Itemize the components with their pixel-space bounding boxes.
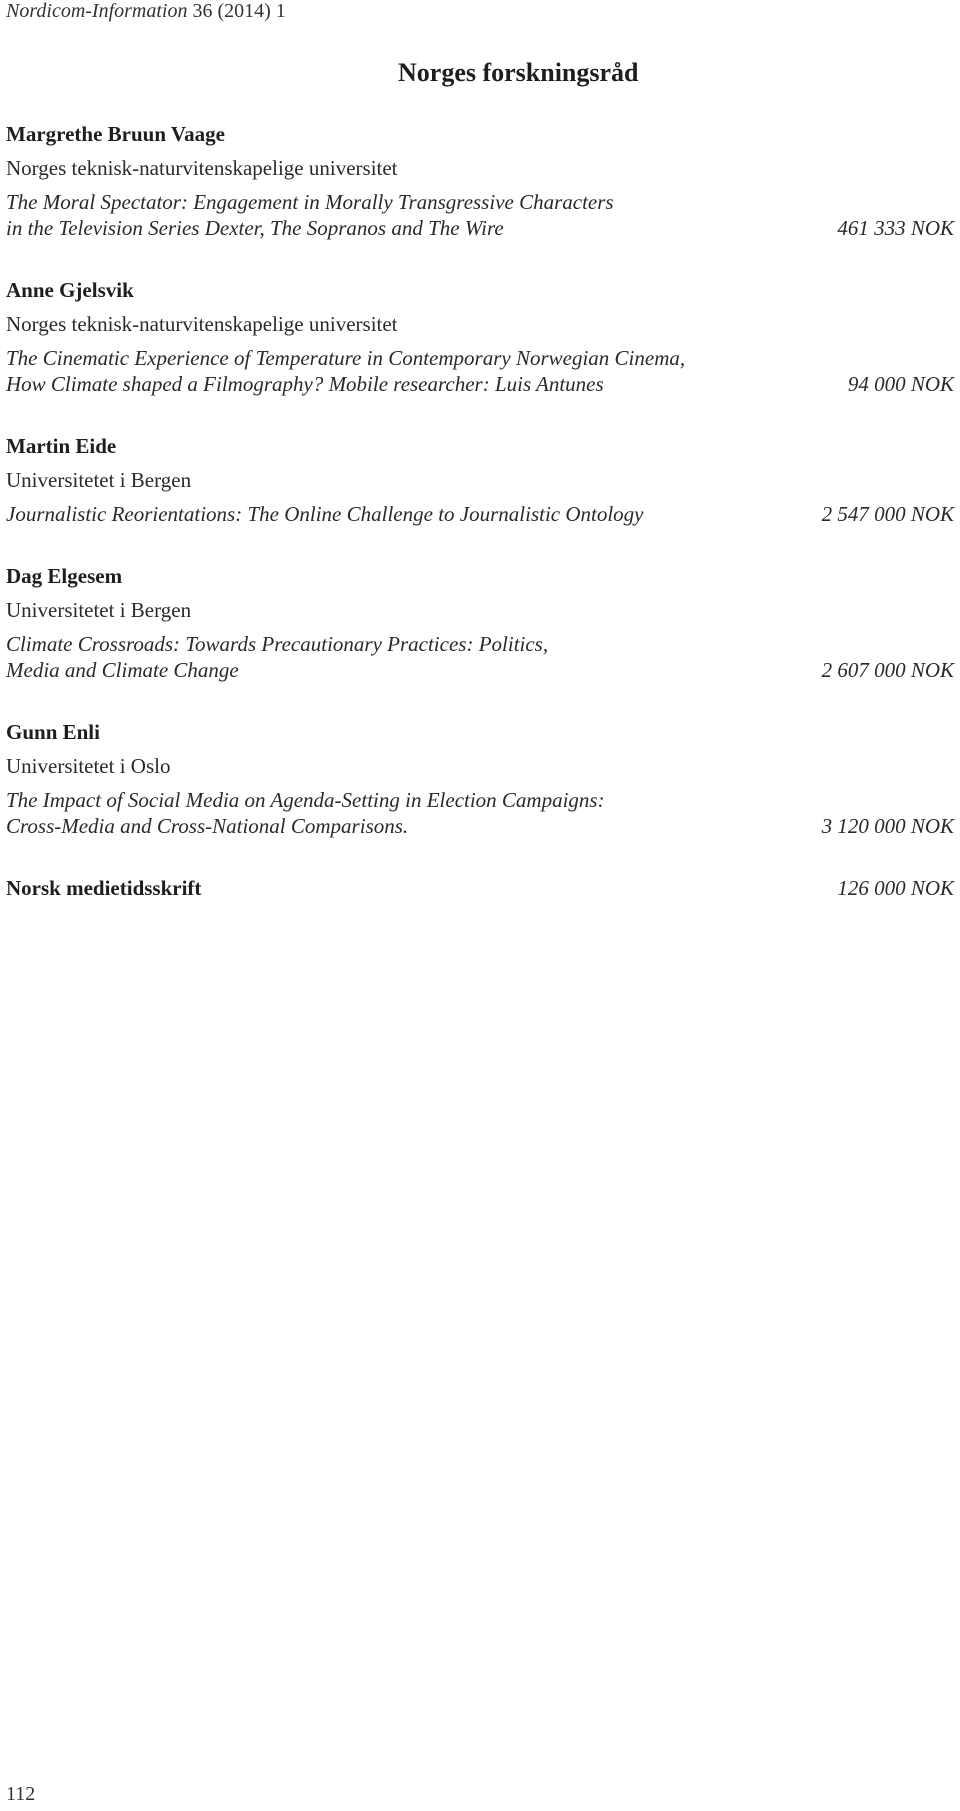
grant-entry <box>6 563 954 683</box>
project-title-line: Cross-Media and Cross-National Comparisons. <box>6 814 409 838</box>
grant-entry <box>6 719 954 839</box>
researcher-name: Dag Elgesem <box>6 564 123 588</box>
grant-amount: 94 000 NOK <box>847 372 954 396</box>
grant-entry <box>6 433 954 527</box>
project-title-line: in the Television Series Dexter, The Sopranos and The Wire <box>6 216 504 240</box>
institution: Universitetet i Bergen <box>6 468 192 492</box>
project-title-line: How Climate shaped a Filmography? Mobile researcher: Luis Antunes <box>6 372 604 396</box>
running-header <box>6 0 286 23</box>
institution: Norges teknisk-naturvitenskapelige universitet <box>6 156 398 180</box>
project-title-line: Media and Climate Change <box>6 658 239 682</box>
project-title <box>6 189 786 241</box>
page-number: 112 <box>6 1783 36 1805</box>
researcher-name: Gunn Enli <box>6 720 100 744</box>
project-title-line: Climate Crossroads: Towards Precautionary Practices: Politics, <box>6 632 549 656</box>
project-title-line: The Moral Spectator: Engagement in Morally Transgressive Characters <box>6 190 614 214</box>
journal-entry-name: Norsk medietidsskrift <box>6 876 202 900</box>
institution: Universitetet i Oslo <box>6 754 171 778</box>
grant-entry <box>6 277 954 397</box>
project-title-line: Journalistic Reorientations: The Online Challenge to Journalistic Ontology <box>6 502 644 526</box>
grant-amount: 461 333 NOK <box>837 216 954 240</box>
journal-volume: 36 (2014) 1 <box>192 0 286 22</box>
researcher-name: Anne Gjelsvik <box>6 278 134 302</box>
researcher-name: Martin Eide <box>6 434 117 458</box>
project-title-line: The Impact of Social Media on Agenda-Setting in Election Campaigns: <box>6 788 605 812</box>
project-title-line: The Cinematic Experience of Temperature in Contemporary Norwegian Cinema, <box>6 346 686 370</box>
project-title <box>6 501 786 527</box>
grant-amount: 126 000 NOK <box>837 876 954 900</box>
project-title <box>6 345 786 397</box>
project-title <box>6 631 786 683</box>
project-title <box>6 787 786 839</box>
institution: Norges teknisk-naturvitenskapelige universitet <box>6 312 398 336</box>
grant-amount: 2 547 000 NOK <box>821 502 954 526</box>
section-title: Norges forskningsråd <box>398 58 639 87</box>
grant-entry <box>6 121 954 241</box>
institution: Universitetet i Bergen <box>6 598 192 622</box>
journal-name: Nordicom-Information <box>6 0 188 22</box>
grant-entry-journal <box>6 875 954 901</box>
researcher-name: Margrethe Bruun Vaage <box>6 122 225 146</box>
grant-amount: 2 607 000 NOK <box>821 658 954 682</box>
grant-amount: 3 120 000 NOK <box>821 814 954 838</box>
